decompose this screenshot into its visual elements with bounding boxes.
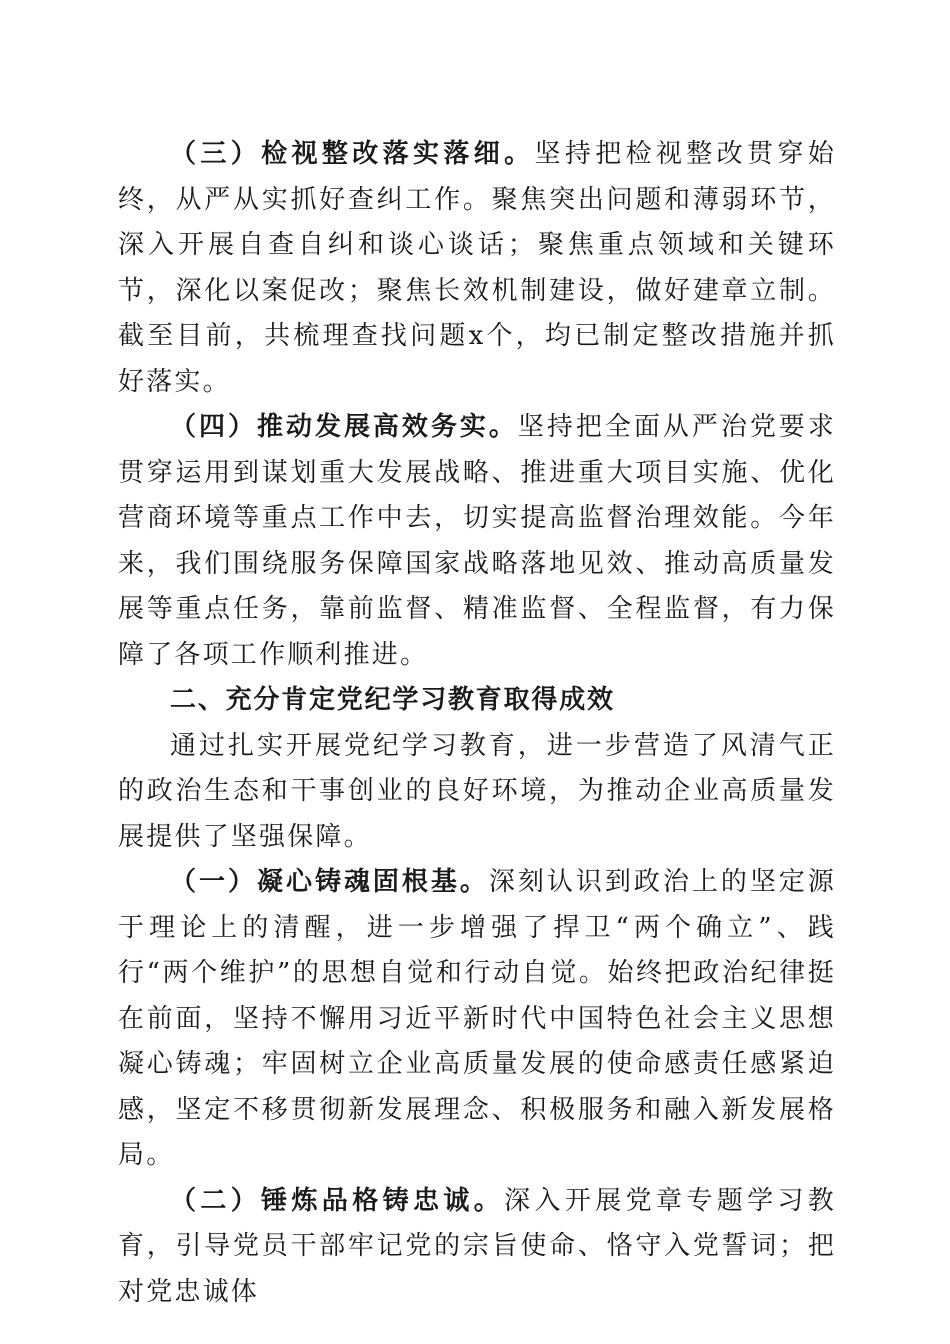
paragraph-text: 坚持把全面从严治党要求贯穿运用到谋划重大发展战略、推进重大项目实施、优化营商环境等重点工作中去，切实提高监督治理效能。今年来，我们围绕服务保障国家战略落地见效、推动高质量发展等重点任务，靠前监督、精准监督、全程监督，有力保障了各项工作顺利推进。 [118,412,836,670]
paragraph-loyalty [118,1179,836,1316]
paragraph-soul [118,860,836,1179]
paragraph-lead: （四）推动发展高效务实。 [170,412,518,442]
paragraph-lead: （三）检视整改落实落细。 [170,139,535,169]
paragraph-lead: （一）凝心铸魂固根基。 [170,867,489,897]
paragraph-rectification [118,132,836,405]
paragraph-text: 深入开展党章专题学习教育，引导党员干部牢记党的宗旨使命、恪守入党誓词；把对党忠诚体 [118,1185,837,1307]
section-heading: 二、充分肯定党纪学习教育取得成效 [170,685,615,715]
section-intro: 通过扎实开展党纪学习教育，进一步营造了风清气正的政治生态和干事创业的良好环境，为推动企业高质量发展提供了坚强保障。 [118,730,836,852]
paragraph-text: 坚持把检视整改贯穿始终，从严从实抓好查纠工作。聚焦突出问题和薄弱环节，深入开展自查自纠和谈心谈话；聚焦重点领域和关键环节，深化以案促改；聚焦长效机制建设，做好建章立制。截至目前，共梳理查找问题x个，均已制定整改措施并抓好落实。 [118,139,836,397]
paragraph-text: 深刻认识到政治上的坚定源于理论上的清醒，进一步增强了捍卫“两个确立”、践行“两个维护”的思想自觉和行动自觉。始终把政治纪律挺在前面，坚持不懈用习近平新时代中国特色社会主义思想凝心铸魂；牢固树立企业高质量发展的使命感责任感紧迫感，坚定不移贯彻新发展理念、积极服务和融入新发展格局。 [118,867,837,1170]
document-body [118,132,836,1315]
paragraph-development [118,405,836,678]
paragraph-lead: （二）锤炼品格铸忠诚。 [170,1185,505,1216]
